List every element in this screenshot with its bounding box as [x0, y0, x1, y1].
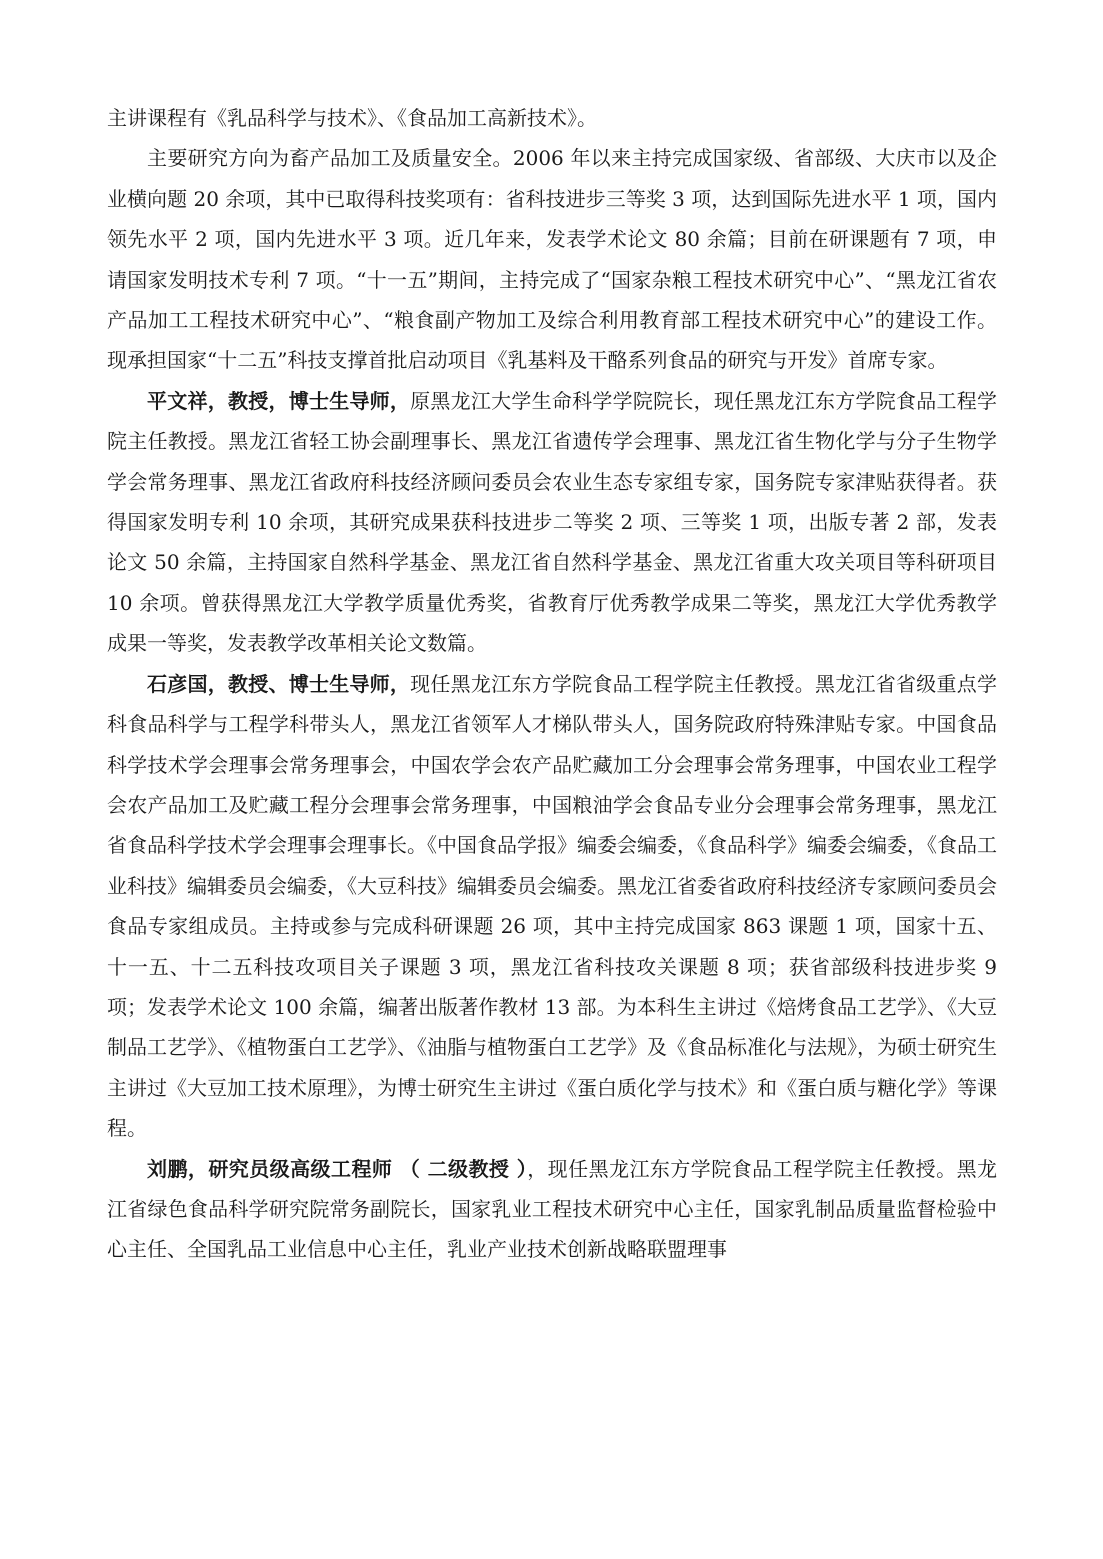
paragraph-shi-yanguo: [107, 664, 997, 1149]
paragraph-text: 原黑龙江大学生命科学学院院长，现任黑龙江东方学院食品工程学院主任教授。黑龙江省轻工协会副理事长、黑龙江省遗传学会理事、黑龙江省生物化学与分子生物学学会常务理事、黑龙江省政府科技经济顾问委员会农业生态专家组专家，国务院专家津贴获得者。获得国家发明专利 10 余项，其研究成果获科技进步二等奖 2 项、三等奖 1 项，出版专著 2 部，发表论文 50 余篇，主持国家自然科学基金、黑龙江省自然科学基金、黑龙江省重大攻关项目等科研项目 10 余项。曾获得黑龙江大学教学质量优秀奖，省教育厅优秀教学成果二等奖，黑龙江大学优秀教学成果一等奖，发表教学改革相关论文数篇。: [107, 388, 998, 656]
paragraph-text: 主讲课程有《乳品科学与技术》、《食品加工高新技术》。: [107, 106, 597, 130]
person-name-title: 刘鹏，研究员级高级工程师 （ 二级教授 ）: [147, 1156, 528, 1181]
paragraph-research: [107, 138, 997, 380]
paragraph-liu-peng: [107, 1149, 997, 1270]
person-name-title: 平文祥，教授，博士生导师，: [147, 388, 411, 413]
paragraph-ping-wenxiang: [107, 381, 997, 664]
paragraph-text: 主要研究方向为畜产品加工及质量安全。2006 年以来主持完成国家级、省部级、大庆市以及企业横向题 20 余项，其中已取得科技奖项有：省科技进步三等奖 3 项，达到国际先进水平 1 项，国内领先水平 2 项，国内先进水平 3 项。近几年来，发表学术论文 80 余篇；目前在研课题有 7 项，申请国家发明技术专利 7 项。“十一五”期间，主持完成了“国家杂粮工程技术研究中心”、“黑龙江省农产品加工工程技术研究中心”、“粮食副产物加工及综合利用教育部工程技术研究中心”的建设工作。现承担国家“十二五”科技支撑首批启动项目《乳基料及干酪系列食品的研究与开发》首席专家。: [107, 146, 997, 373]
paragraph-text: 现任黑龙江东方学院食品工程学院主任教授。黑龙江省省级重点学科食品科学与工程学科带头人，黑龙江省领军人才梯队带头人，国务院政府特殊津贴专家。中国食品科学技术学会理事会常务理事会，中国农学会农产品贮藏加工分会理事会常务理事，中国农业工程学会农产品加工及贮藏工程分会理事会常务理事，中国粮油学会食品专业分会理事会常务理事，黑龙江省食品科学技术学会理事会理事长。《中国食品学报》编委会编委，《食品科学》编委会编委，《食品工业科技》编辑委员会编委，《大豆科技》编辑委员会编委。黑龙江省委省政府科技经济专家顾问委员会食品专家组成员。主持或参与完成科研课题 26 项，其中主持完成国家 863 课题 1 项，国家十五、十一五、十二五科技攻项目关子课题 3 项，黑龙江省科技攻关课题 8 项；获省部级科技进步奖 9 项；发表学术论文 100 余篇，编著出版著作教材 13 部。为本科生主讲过《焙烤食品工艺学》、《大豆制品工艺学》、《植物蛋白工艺学》、《油脂与植物蛋白工艺学》及《食品标准化与法规》，为硕士研究生主讲过《大豆加工技术原理》，为博士研究生主讲过《蛋白质化学与技术》和《蛋白质与糖化学》等课程。: [107, 671, 998, 1141]
person-name-title: 石彦国，教授、博士生导师，: [147, 671, 411, 696]
paragraph-text: ，现任黑龙江东方学院食品工程学院主任教授。黑龙江省绿色食品科学研究院常务副院长，国家乳业工程技术研究中心主任，国家乳制品质量监督检验中心主任、全国乳品工业信息中心主任，乳业产业技术创新战略联盟理事: [107, 1156, 998, 1262]
document-page: [107, 98, 997, 1270]
paragraph-courses: [107, 98, 997, 138]
